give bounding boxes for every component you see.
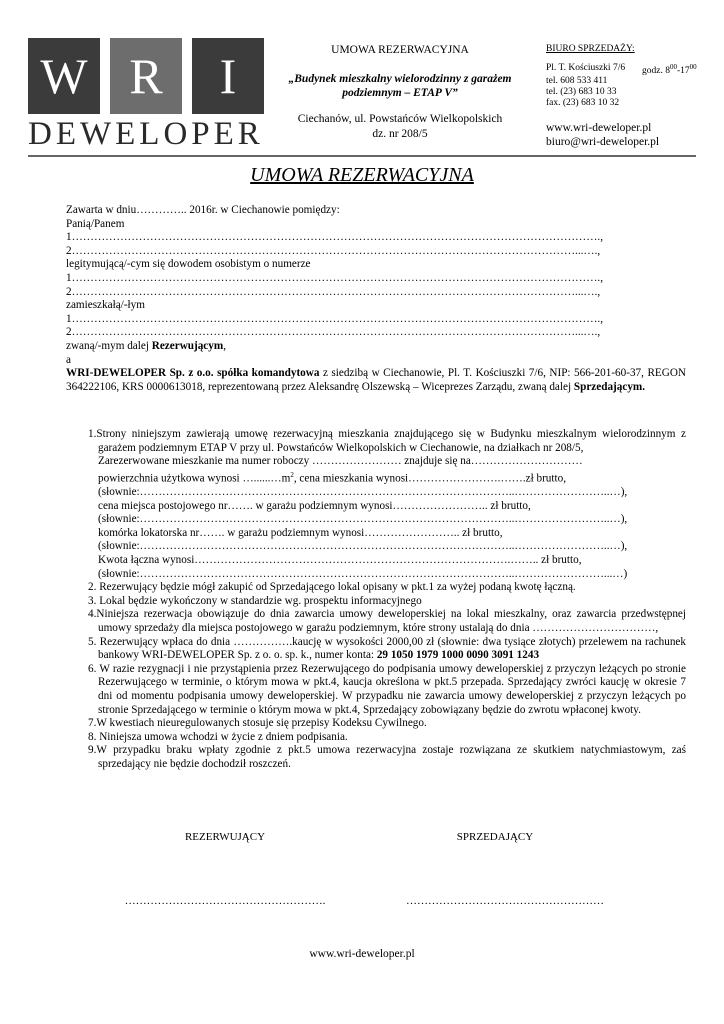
clause-9: 9.W przypadku braku wpłaty zgodnie z pkt.5 umowa rezerwacyjna zostaje rozwiązana ze skutkiem natychmiastowym, zaś sprzedający nie będzie dochodził roszczeń. xyxy=(88,744,686,770)
id-line-1: 1……………………………………………………………………………………………………………………………., xyxy=(66,271,603,284)
clauses-section xyxy=(88,428,686,772)
id-line-2: 2………………………………………………………………………………………………………………………...…., xyxy=(66,285,601,298)
office-hours: godz. $8^{00}-17^{00}$ xyxy=(642,63,697,77)
office-email-link[interactable]: biuro@wri-deweloper.pl xyxy=(546,136,660,148)
office-street: Pl. T. Kościuszki 7/6 xyxy=(546,63,626,73)
logo-letter-r: R xyxy=(110,38,182,114)
office-tel-2: tel. (23) 683 10 33 xyxy=(546,87,617,97)
party-label: Panią/Panem xyxy=(66,217,125,230)
and-line: a xyxy=(66,353,71,366)
logo xyxy=(28,38,264,114)
clause-1-total: Kwota łączna wynosi………………………………………………………………………….…….. zł brutto, xyxy=(98,554,582,567)
header-divider xyxy=(28,155,696,157)
concluded-line: Zawarta w dniu………….. 2016r. w Ciechanowie pomiędzy: xyxy=(66,204,340,216)
header-address-2: dz. nr 208/5 xyxy=(372,128,428,140)
clause-1-words-2: (słownie:………………………………………………………………………………………..……………………..…), xyxy=(98,513,628,526)
clause-1-words: (słownie:………………………………………………………………………………………..……………………..…), xyxy=(98,486,628,499)
clause-1-storage: komórka lokatorska nr……. w garażu podziemnym wynosi…………………….. zł brutto, xyxy=(98,526,503,539)
signature-right-label: SPRZEDAJĄCY xyxy=(456,831,534,843)
clause-8: 8. Niniejsza umowa wchodzi w życie z dniem podpisania. xyxy=(88,730,348,743)
header-project: „Budynek mieszkalny wielorodzinny z garażem podziemnym – ETAP V” xyxy=(288,73,512,99)
clause-1-parking: cena miejsca postojowego nr……. w garażu podziemnym wynosi…………………….. zł brutto, xyxy=(98,499,531,512)
clause-1-area: powierzchnia użytkowa wynosi $\dots......\dots m^2$, cena mieszkania wynosi…………………….…….zł brutto, xyxy=(98,470,567,485)
party-name-line-1: 1……………………………………………………………………………………………………………………………., xyxy=(66,231,603,244)
clause-1-details xyxy=(88,455,686,581)
clause-3: 3. Lokal będzie wykończony w standardzie wg. prospektu informacyjnego xyxy=(88,594,422,607)
clause-1-words-4: (słownie:………………………………………………………………………………………..……………………...…) xyxy=(98,567,628,580)
office-heading: BIURO SPRZEDAŻY: xyxy=(546,44,635,54)
clause-5: 5. Rezerwujący wpłaca do dnia …………….kaucję w wysokości 2000,00 zł (słownie: dwa tysiące złotych) przelewem na rachunek bankowy WRI-DEWELOPER Sp. z o. o. sp. k., numer konta: 29 1050 1979 1000 0090 3091 1243 xyxy=(88,635,686,662)
footer-www-link[interactable]: www.wri-deweloper.pl xyxy=(309,948,415,960)
logo-letter-i: I xyxy=(192,38,264,114)
clause-1: 1.Strony niniejszym zawierają umowę rezerwacyjną mieszkania znajdującego się w Budynku mieszkalnym wielorodzinnym z garażem podziemnym ETAP V przy ul. Powstańców Wielkopolskich w Ciechanowie, na działkach nr 208/5, xyxy=(88,428,686,454)
id-doc-label: legitymującą/-cym się dowodem osobistym o numerze xyxy=(66,258,311,271)
clause-1-words-3: (słownie:………………………………………………………………………………………..……………………..…), xyxy=(98,540,628,553)
logo-word: DEWELOPER xyxy=(28,116,264,152)
res-line-1: 1……………………………………………………………………………………………………………………………., xyxy=(66,312,603,325)
page-title: UMOWA REZERWACYJNA xyxy=(250,164,474,186)
header-doc-type: UMOWA REZERWACYJNA xyxy=(331,44,469,56)
signature-right-line: ……………………………………………… xyxy=(406,895,604,907)
resident-label: zamieszkałą/-łym xyxy=(66,299,145,312)
signature-left-line: ………………………………………………. xyxy=(124,895,326,907)
office-www-link[interactable]: www.wri-deweloper.pl xyxy=(546,122,652,134)
seller-paragraph: WRI-DEWELOPER Sp. z o.o. spółka komandytowa z siedzibą w Ciechanowie, Pl. T. Kościuszki 7/6, NIP: 566-201-60-37, REGON 364222106, KRS 0000613018, reprezentowaną przez Aleksandrę Olszewską – Wiceprezes Zarządu, zwaną dalej Sprzedającym. xyxy=(66,367,686,393)
logo-letter-w: W xyxy=(28,38,100,114)
clause-4: 4.Niniejsza rezerwacja obowiązuje do dnia zawarcia umowy deweloperskiej na lokal mieszkalny, oraz zawarcia przedwstępnej umowy sprzedaży dla miejsca postojowego w garażu podziemnym, które strony ustalają do dnia ……………………………, xyxy=(88,608,686,635)
office-fax: fax. (23) 683 10 32 xyxy=(546,98,620,108)
clause-7: 7.W kwestiach nieuregulowanych stosuje się przepisy Kodeksu Cywilnego. xyxy=(88,717,427,730)
header-address-1: Ciechanów, ul. Powstańców Wielkopolskich xyxy=(297,113,503,125)
called-line: zwaną/-mym dalej Rezerwującym, xyxy=(66,339,226,352)
signature-left-label: REZERWUJĄCY xyxy=(184,831,266,843)
clause-2: 2. Rezerwujący będzie mógł zakupić od Sprzedającego lokal opisany w pkt.1 za wyżej podaną kwotę łączną. xyxy=(88,581,576,594)
clause-6: 6. W razie rezygnacji i nie przystąpienia przez Rezerwującego do podpisania umowy deweloperskiej z przyczyn leżących po stronie Rezerwującego w terminie, o którym mowa w pkt.4, kaucja określona w pkt.5 przepada. Sprzedający zwróci kaucję w okresie 7 dni od momentu podpisania umowy deweloperskiej. W przypadku nie zawarcia umowy deweloperskiej z przyczyn leżących po stronie Sprzedającego w terminie o którym mowa w pkt.4, Sprzedający zobowiązany będzie do zwrotu wpłaconej kwoty. xyxy=(88,662,686,716)
res-line-2: 2………………………………………………………………………………………………………………………...…., xyxy=(66,326,601,339)
party-name-line-2: 2………………………………………………………………………………………………………………………...…., xyxy=(66,244,601,257)
intro-section xyxy=(66,204,686,394)
clause-1-apartment: Zarezerwowane mieszkanie ma numer roboczy …………………… znajduje się na………………………… xyxy=(98,455,583,468)
office-tel-1: tel. 608 533 411 xyxy=(546,76,608,86)
